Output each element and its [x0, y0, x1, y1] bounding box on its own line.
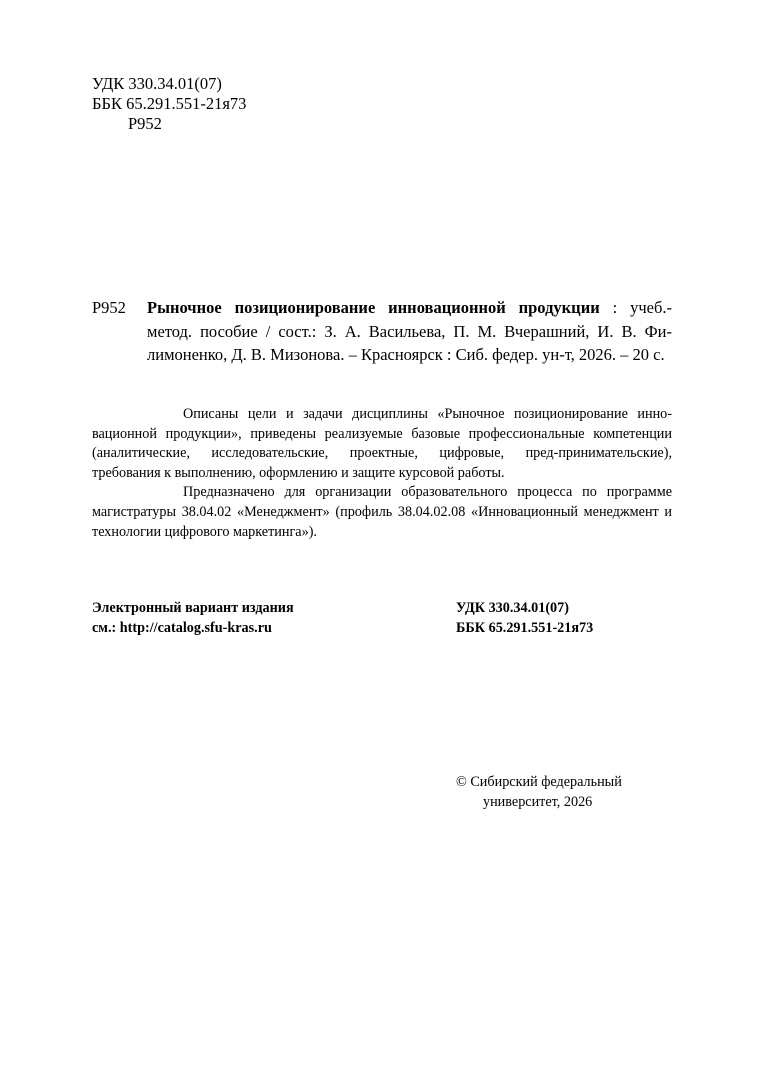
abstract-paragraph-2: Предназначено для организации образовательного процесса по программе магистратуры 38.04.02 «Менеджмент» (профиль 38.04.02.08 «Инновационный менеджмент и технологии цифрового маркетинга»).: [92, 484, 672, 540]
copyright-notice: [456, 772, 622, 812]
udc-block-top: [92, 74, 246, 134]
udk-code: УДК 330.34.01(07): [92, 74, 222, 93]
bibliographic-entry: [92, 296, 672, 367]
bbk-code-bottom: ББК 65.291.551-21я73: [456, 620, 594, 636]
abstract-paragraph-1: Описаны цели и задачи дисциплины «Рыночное позиционирование инно-вационной продукции», приведены реализуемые базовые профессиональные компетенции (аналитические, исследовательские, проектные, цифровые, пред-принимательские), требования к выполнению, оформлению и защите курсовой работы.: [92, 406, 672, 481]
bbk-code: ББК 65.291.551-21я73: [92, 94, 247, 113]
entry-body: [147, 296, 672, 367]
entry-author-sign: Р952: [92, 298, 126, 317]
copyright-line-1: © Сибирский федеральный: [456, 774, 622, 790]
udc-block-bottom: [456, 598, 593, 638]
electronic-version-note: [92, 598, 294, 638]
entry-description: : учеб.-метод. пособие / сост.: З. А. Васильева, П. М. Вчерашний, И. В. Фи-лимоненко, Д. В. Мизонова. – Красноярск : Сиб. федер. ун-т, 2026. – 20 с.: [147, 298, 672, 364]
author-sign: Р952: [128, 114, 162, 133]
electronic-version-line: Электронный вариант издания: [92, 600, 294, 616]
udk-code-bottom: УДК 330.34.01(07): [456, 600, 569, 616]
entry-title: Рыночное позиционирование инновационной продукции: [147, 298, 600, 317]
catalog-link[interactable]: см.: http://catalog.sfu-kras.ru: [92, 620, 272, 636]
copyright-line-2: университет, 2026: [483, 794, 593, 810]
abstract: [92, 405, 672, 542]
